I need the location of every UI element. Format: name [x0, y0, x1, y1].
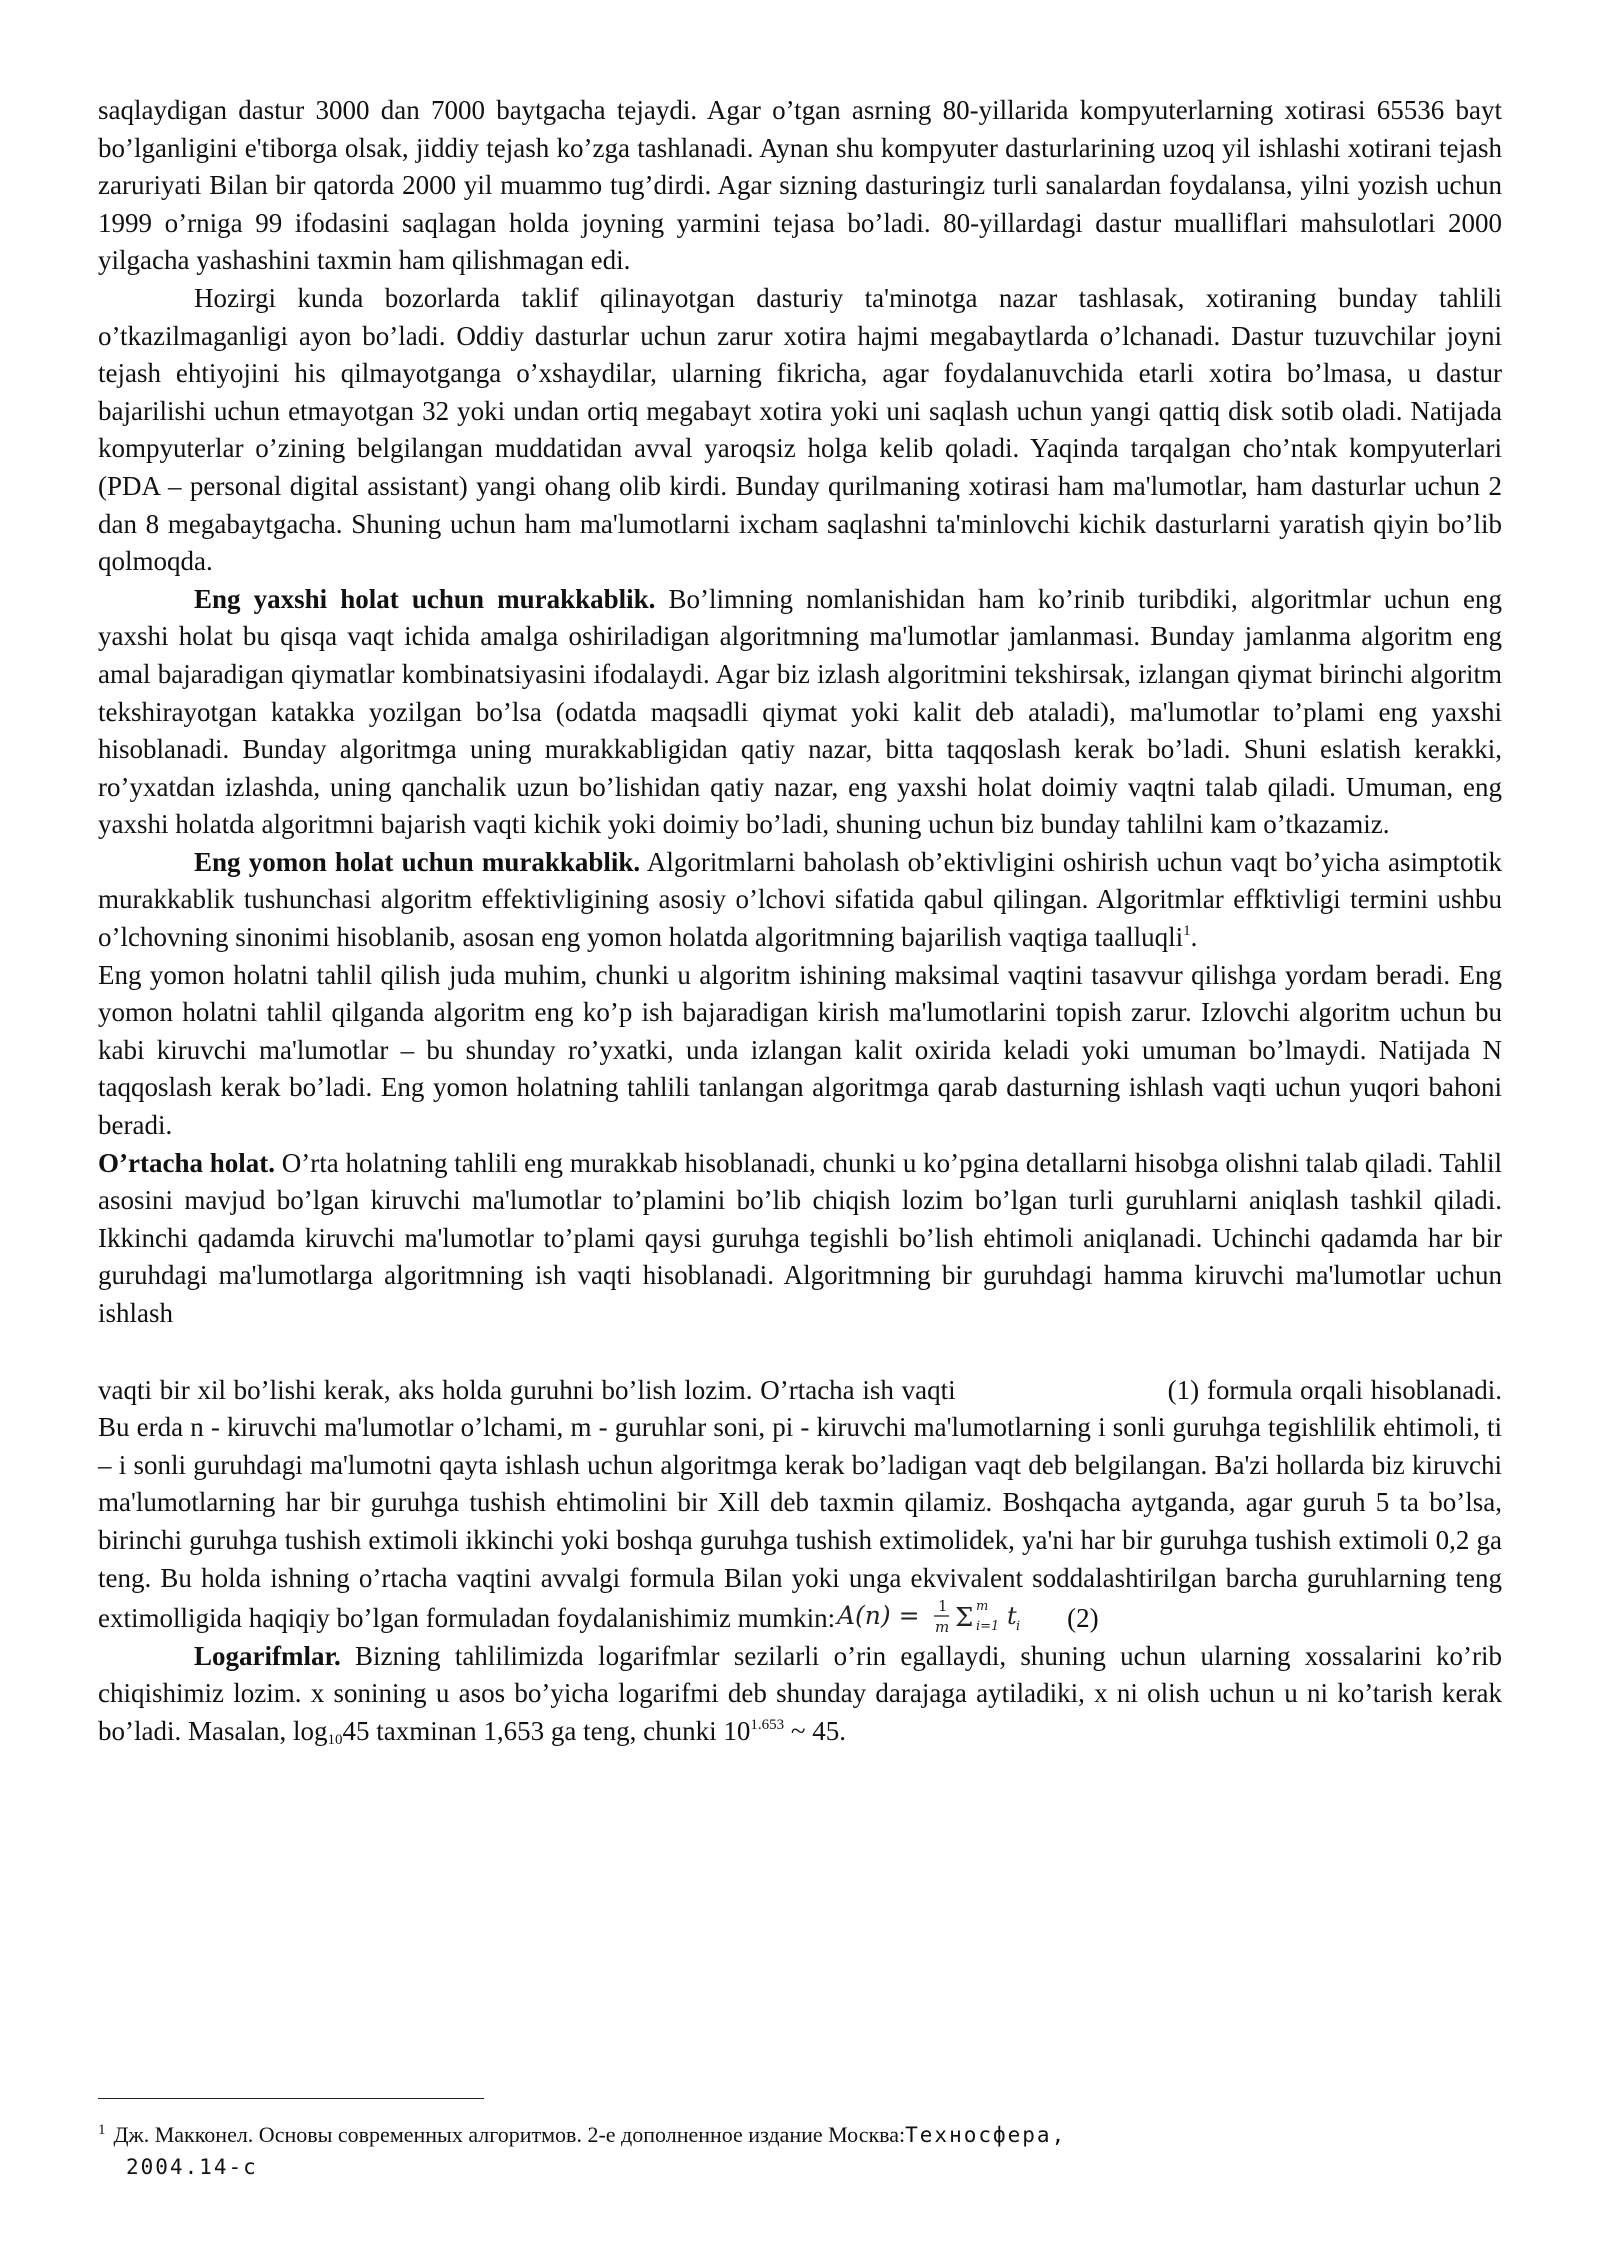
paragraph-average-time: [98, 1372, 1502, 1638]
heading-average-case: O’rtacha holat.: [98, 1147, 276, 1178]
formula-2-image: [835, 1597, 1067, 1637]
footnote-reference[interactable]: 1: [1183, 923, 1191, 940]
formula-numerator: 1: [938, 1597, 948, 1616]
formula-sum-lower: i=1: [976, 1619, 1000, 1635]
heading-logarithms: Logarifmlar.: [194, 1640, 341, 1671]
exponent-superscript: 1.653: [750, 1716, 785, 1733]
paragraph-logarithms: [98, 1638, 1502, 1751]
average-time-text-continued: (1) formula orqali hisoblanadi. Bu erda n - kiruvchi ma'lumotlar o’lchami, m - guruhlar soni, pi - kiruvchi ma'lumotlarning i sonli guruhga tegishlilik ehtimoli, ti – i sonli guruhdagi ma'lumotni qayta ishlash uchun algoritmga kerak bo’ladigan vaqt deb belgilangan. Ba'zi hollarda biz kiruvchi ma'lumotlarning har bir guruhga tushish ehtimolini bir Xill deb taxmin qilamiz. Boshqacha aytganda, agar guruh 5 ta bo’lsa, birinchi guruhga tushish extimoli ikkinchi yoki boshqa guruhga tushish extimolidek, ya'ni har bir guruhga tushish extimoli 0,2 ga teng. Bu holda ishning o’rtacha vaqtini avvalgi formula Bilan yoki unga ekvivalent soddalashtirilgan barcha guruhlarning teng extimolligida haqiqiy bo’lgan formuladan foydalanishimiz mumkin:: [98, 1374, 1502, 1634]
paragraph-modern-software: Hozirgi kunda bozorlarda taklif qilinayotgan dasturiy ta'minotga nazar tashlasak, xotiraning bunday tahlili o’tkazilmaganligi ayon bo’ladi. Oddiy dasturlar uchun zarur xotira hajmi megabaytlarda o’lchanadi. Dastur tuzuvchilar joyni tejash ehtiyojini his qilmayotganga o’xshaydilar, ularning fikricha, agar foydalanuvchida etarli xotira bo’lmasa, u dastur bajarilishi uchun etmayotgan 32 yoki undan ortiq megabayt xotira yoki uni saqlash uchun yangi qattiq disk sotib oladi. Natijada kompyuterlar o’zining belgilangan muddatidan avval yaroqsiz holga kelib qoladi. Yaqinda tarqalgan cho’ntak kompyuterlari (PDA – personal digital assistant) yangi ohang olib kirdi. Bunday qurilmaning xotirasi ham ma'lumotlar, ham dasturlar uchun 2 dan 8 megabaytgacha. Shuning uchun ham ma'lumotlarni ixcham saqlashni ta'minlovchi kichik dasturlarni yaratish qiyin bo’lib qolmoqda.: [98, 282, 1502, 577]
footnote-mark: 1: [98, 2122, 106, 2138]
formula-term-subscript: i: [1016, 1619, 1021, 1635]
footnote-text: Дж. Макконел. Основы современных алгоритмов. 2-е дополненное издание Москва:: [113, 2122, 906, 2147]
formula-sum-upper: m: [976, 1599, 989, 1615]
formula-lhs: A(n) =: [837, 1601, 920, 1631]
formula-sum-sign: Σ: [955, 1603, 974, 1634]
footnote: [98, 2114, 1502, 2183]
document-page: [98, 92, 1502, 1751]
heading-worst-case: Eng yomon holat uchun murakkablik.: [194, 846, 641, 877]
best-case-text: Bo’limning nomlanishidan ham ko’rinib turibdiki, algoritmlar uchun eng yaxshi holat bu qisqa vaqt ichida amalga oshiriladigan algoritmning ma'lumotlar jamlanmasi. Bunday jamlanma algoritm eng amal bajaradigan qiymatlar kombinatsiyasini ifodalaydi. Agar biz izlash algoritmini tekshirsak, izlangan qiymat birinchi algoritm tekshirayotgan katakka yozilgan bo’lsa (odatda maqsadli qiymat yoki kalit deb ataladi), ma'lumotlar to’plami eng yaxshi hisoblanadi. Bunday algoritmga uning murakkabligidan qatiy nazar, bitta taqqoslash kerak bo’ladi. Shuni eslatish kerakki, ro’yxatdan izlashda, uning qanchalik uzun bo’lishidan qatiy nazar, eng yaxshi holat doimiy vaqtni talab qiladi. Umuman, eng yaxshi holatda algoritmni bajarish vaqti kichik yoki doimiy bo’ladi, shuning uchun biz bunday tahlilni kam o’tkazamiz.: [98, 583, 1502, 840]
worst-case-text: Algoritmlarni baholash ob’ektivligini oshirish uchun vaqt bo’yicha asimptotik murakkablik tushunchasi algoritm effektivligining asosiy o’lchovi sifatida qabul qilingan. Algoritmlar effktivligi termini ushbu o’lchovning sinonimi hisoblanib, asosan eng yomon holatda algoritmning bajarilish vaqtiga taalluqli: [98, 846, 1502, 953]
logarithms-text-2: 45 taxminan 1,653 ga teng, chunki 10: [342, 1715, 751, 1746]
formula-2-number: (2): [1067, 1603, 1099, 1634]
paragraph-memory-saving: saqlaydigan dastur 3000 dan 7000 baytgacha tejaydi. Agar o’tgan asrning 80-yillarida kompyuterlarning xotirasi 65536 bayt bo’lganligini e'tiborga olsak, jiddiy tejash ko’zga tashlanadi. Aynan shu kompyuter dasturlarining uzoq yil ishlashi xotirani tejash zaruriyati Bilan bir qatorda 2000 yil muammo tug’dirdi. Agar sizning dasturingiz turli sanalardan foydalansa, yilni yozish uchun 1999 o’rniga 99 ifodasini saqlagan holda joyning yarmini tejasa bo’ladi. 80-yillardagi dastur mualliflari mahsulotlari 2000 yilgacha yashashini taxmin ham qilishmagan edi.: [98, 95, 1502, 276]
heading-best-case: Eng yaxshi holat uchun murakkablik.: [194, 583, 656, 614]
page-gap: [98, 1333, 1502, 1372]
paragraph-average-case: [98, 1145, 1502, 1333]
paragraph-worst-case: [98, 844, 1502, 957]
paragraph-best-case: [98, 581, 1502, 844]
average-time-text: vaqti bir xil bo’lishi kerak, aks holda guruhni bo’lish lozim. O’rtacha ish vaqti: [98, 1374, 956, 1405]
average-case-text: O’rta holatning tahlili eng murakkab hisoblanadi, chunki u ko’pgina detallarni hisobga olishni talab qiladi. Tahlil asosini mavjud bo’lgan kiruvchi ma'lumotlar to’plamini bo’lib chiqish lozim bo’lgan turli guruhlarni aniqlash tashkil qiladi. Ikkinchi qadamda kiruvchi ma'lumotlar to’plami qaysi guruhga tegishli bo’lish ehtimoli aniqlanadi. Uchinchi qadamda har bir guruhdagi ma'lumotlarga algoritmning ish vaqti hisoblanadi. Algoritmning bir guruhdagi hamma kiruvchi ma'lumotlar uchun ishlash: [98, 1147, 1502, 1328]
formula-term: t: [1007, 1602, 1017, 1631]
footnote-separator: [98, 2098, 484, 2099]
formula-denominator: m: [935, 1618, 950, 1637]
logarithms-text-3: ~ 45.: [784, 1715, 846, 1746]
log-base-subscript: 10: [327, 1731, 343, 1748]
footnote-line-1: [98, 2114, 1502, 2151]
paragraph-worst-case-analysis: Eng yomon holatni tahlil qilish juda muhim, chunki u algoritm ishining maksimal vaqtini tasavvur qilishga yordam beradi. Eng yomon holatni tahlil qilganda algoritm eng ko’p ish bajaradigan kirish ma'lumotlarini topish zarur. Izlovchi algoritm uchun bu kabi kiruvchi ma'lumotlar – bu shunday ro’yxatki, unda izlangan kalit oxirida keladi yoki umuman bo’lmaydi. Natijada N taqqoslash kerak bo’ladi. Eng yomon holatning tahlili tanlangan algoritmga qarab dasturning ishlash vaqti uchun yuqori bahoni beradi.: [98, 959, 1502, 1141]
footnote-publisher: Техносфера,: [905, 2123, 1067, 2147]
worst-case-end: .: [1190, 922, 1198, 953]
footnote-line-2: 2004.14-с: [126, 2155, 258, 2179]
logarithms-text: Bizning tahlilimizda logarifmlar sezilarli o’rin egallaydi, shuning uchun ularning xossalarini ko’rib chiqishimiz lozim. x sonining u asos bo’yicha logarifmi deb shunday darajaga aytiladiki, x ni olish uchun u ni ko’tarish kerak bo’ladi. Masalan, log: [98, 1640, 1502, 1746]
